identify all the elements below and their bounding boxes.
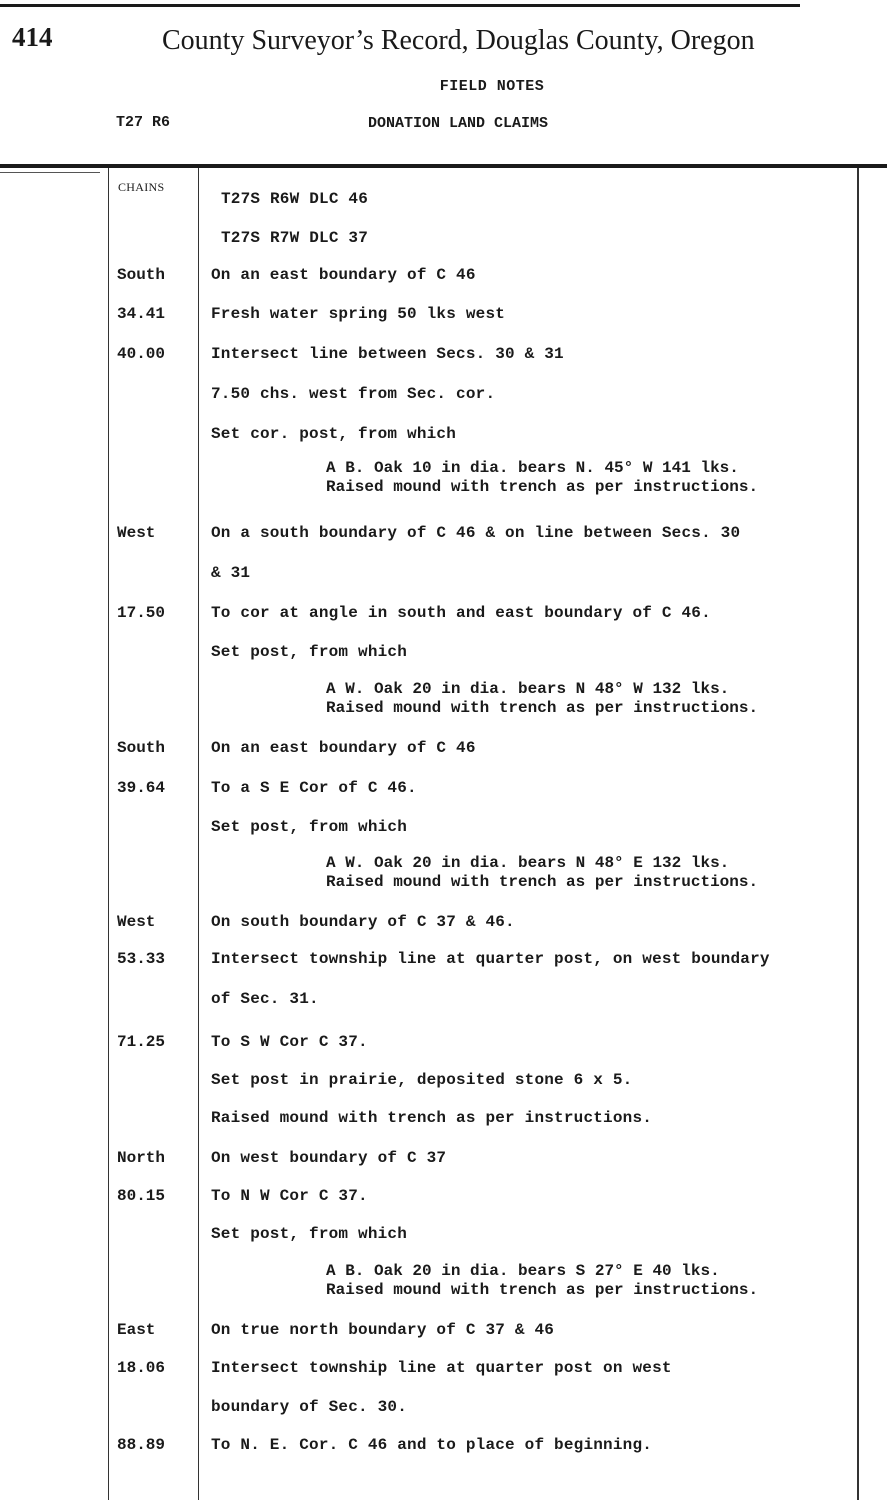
chain-value: 18.06 bbox=[117, 1359, 166, 1377]
field-note-line: T27S R7W DLC 37 bbox=[221, 229, 369, 247]
bearing-tree-note: A B. Oak 20 in dia. bears S 27° E 40 lks. Raised mound with trench as per instructions. bbox=[326, 1262, 759, 1299]
column-line-left bbox=[108, 168, 109, 1500]
chain-value: 53.33 bbox=[117, 950, 166, 968]
chain-value: 71.25 bbox=[117, 1033, 166, 1051]
top-rule bbox=[0, 4, 800, 7]
page-number: 414 bbox=[12, 22, 53, 52]
field-note-line: To a S E Cor of C 46. bbox=[211, 779, 417, 797]
field-note-line: Raised mound with trench as per instructions. bbox=[211, 1109, 653, 1127]
field-notes-subtitle: FIELD NOTES bbox=[439, 78, 545, 95]
field-note-line: To N W Cor C 37. bbox=[211, 1187, 368, 1205]
chains-column-header: CHAINS bbox=[118, 180, 165, 194]
chain-value: 40.00 bbox=[117, 345, 166, 363]
field-note-line: To cor at angle in south and east boundary of C 46. bbox=[211, 604, 711, 622]
township-range: T27 R6 bbox=[116, 114, 171, 131]
chain-value: 17.50 bbox=[117, 604, 166, 622]
field-note-line: Set post in prairie, deposited stone 6 x 5. bbox=[211, 1071, 633, 1089]
field-note-line: & 31 bbox=[211, 564, 251, 582]
field-note-line: Fresh water spring 50 lks west bbox=[211, 305, 506, 323]
header-rule-thin bbox=[0, 172, 100, 173]
chain-value: West bbox=[117, 524, 156, 542]
chain-value: North bbox=[117, 1149, 166, 1167]
chain-value: East bbox=[117, 1321, 156, 1339]
column-line-middle bbox=[198, 168, 199, 1500]
chain-value: 80.15 bbox=[117, 1187, 166, 1205]
field-note-line: boundary of Sec. 30. bbox=[211, 1398, 408, 1416]
bearing-tree-note: A B. Oak 10 in dia. bears N. 45° W 141 lks. Raised mound with trench as per instructions. bbox=[326, 459, 759, 496]
field-note-line: Intersect township line at quarter post, on west boundary bbox=[211, 950, 770, 968]
field-note-line: On true north boundary of C 37 & 46 bbox=[211, 1321, 555, 1339]
chain-value: West bbox=[117, 913, 156, 931]
chain-value: South bbox=[117, 266, 166, 284]
header-rule bbox=[0, 164, 887, 168]
field-note-line: On an east boundary of C 46 bbox=[211, 266, 476, 284]
field-note-line: Set post, from which bbox=[211, 1225, 408, 1243]
chain-value: 39.64 bbox=[117, 779, 166, 797]
page-title: County Surveyor’s Record, Douglas County, Oregon bbox=[162, 25, 755, 56]
field-note-line: Set post, from which bbox=[211, 818, 408, 836]
field-note-line: of Sec. 31. bbox=[211, 990, 319, 1008]
column-line-right bbox=[857, 168, 859, 1500]
bearing-tree-note: A W. Oak 20 in dia. bears N 48° E 132 lks. Raised mound with trench as per instructions. bbox=[326, 854, 759, 891]
field-note-line: On south boundary of C 37 & 46. bbox=[211, 913, 515, 931]
field-note-line: 7.50 chs. west from Sec. cor. bbox=[211, 385, 496, 403]
field-note-line: T27S R6W DLC 46 bbox=[221, 190, 369, 208]
field-note-line: Intersect line between Secs. 30 & 31 bbox=[211, 345, 564, 363]
field-note-line: Intersect township line at quarter post on west bbox=[211, 1359, 672, 1377]
chain-value: 88.89 bbox=[117, 1436, 166, 1454]
chain-value: South bbox=[117, 739, 166, 757]
field-note-line: On west boundary of C 37 bbox=[211, 1149, 447, 1167]
chain-value: 34.41 bbox=[117, 305, 166, 323]
field-note-line: Set post, from which bbox=[211, 643, 408, 661]
bearing-tree-note: A W. Oak 20 in dia. bears N 48° W 132 lks. Raised mound with trench as per instructions. bbox=[326, 680, 759, 717]
field-note-line: On an east boundary of C 46 bbox=[211, 739, 476, 757]
field-note-line: On a south boundary of C 46 & on line between Secs. 30 bbox=[211, 524, 741, 542]
claims-title: DONATION LAND CLAIMS bbox=[368, 115, 549, 132]
field-note-line: To S W Cor C 37. bbox=[211, 1033, 368, 1051]
field-note-line: Set cor. post, from which bbox=[211, 425, 457, 443]
field-note-line: To N. E. Cor. C 46 and to place of beginning. bbox=[211, 1436, 653, 1454]
